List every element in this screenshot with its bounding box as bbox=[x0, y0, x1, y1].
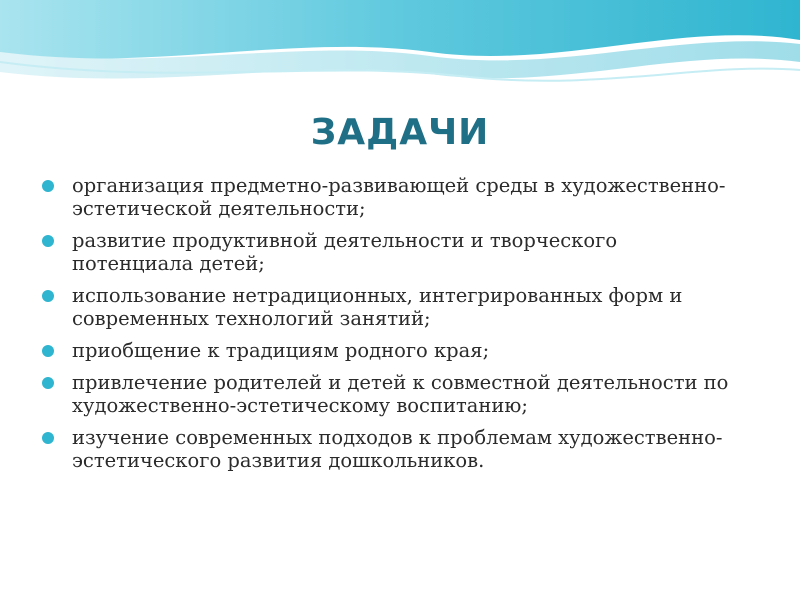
list-item bbox=[40, 339, 740, 362]
bullet-dot-icon bbox=[42, 345, 54, 357]
bullet-dot-icon bbox=[42, 377, 54, 389]
list-item bbox=[40, 284, 740, 330]
header-wave-decoration bbox=[0, 0, 800, 130]
list-item-text: использование нетрадиционных, интегрированных форм и современных технологий занятий; bbox=[72, 284, 683, 330]
list-item bbox=[40, 229, 740, 275]
list-item bbox=[40, 174, 740, 220]
list-item-text: организация предметно-развивающей среды в художественно-эстетической деятельности; bbox=[72, 174, 726, 220]
bullet-dot-icon bbox=[42, 432, 54, 444]
list-item-text: привлечение родителей и детей к совместной деятельности по художественно-эстетическому воспитанию; bbox=[72, 371, 729, 417]
bullet-dot-icon bbox=[42, 235, 54, 247]
list-item bbox=[40, 371, 740, 417]
bullet-dot-icon bbox=[42, 180, 54, 192]
slide-title: ЗАДАЧИ bbox=[310, 112, 490, 153]
list-item-text: развитие продуктивной деятельности и творческого потенциала детей; bbox=[72, 229, 618, 275]
list-item-text: приобщение к традициям родного края; bbox=[72, 339, 490, 362]
task-list bbox=[40, 174, 740, 481]
list-item bbox=[40, 426, 740, 472]
list-item-text: изучение современных подходов к проблемам художественно-эстетического развития дошкольников. bbox=[72, 426, 723, 472]
bullet-dot-icon bbox=[42, 290, 54, 302]
